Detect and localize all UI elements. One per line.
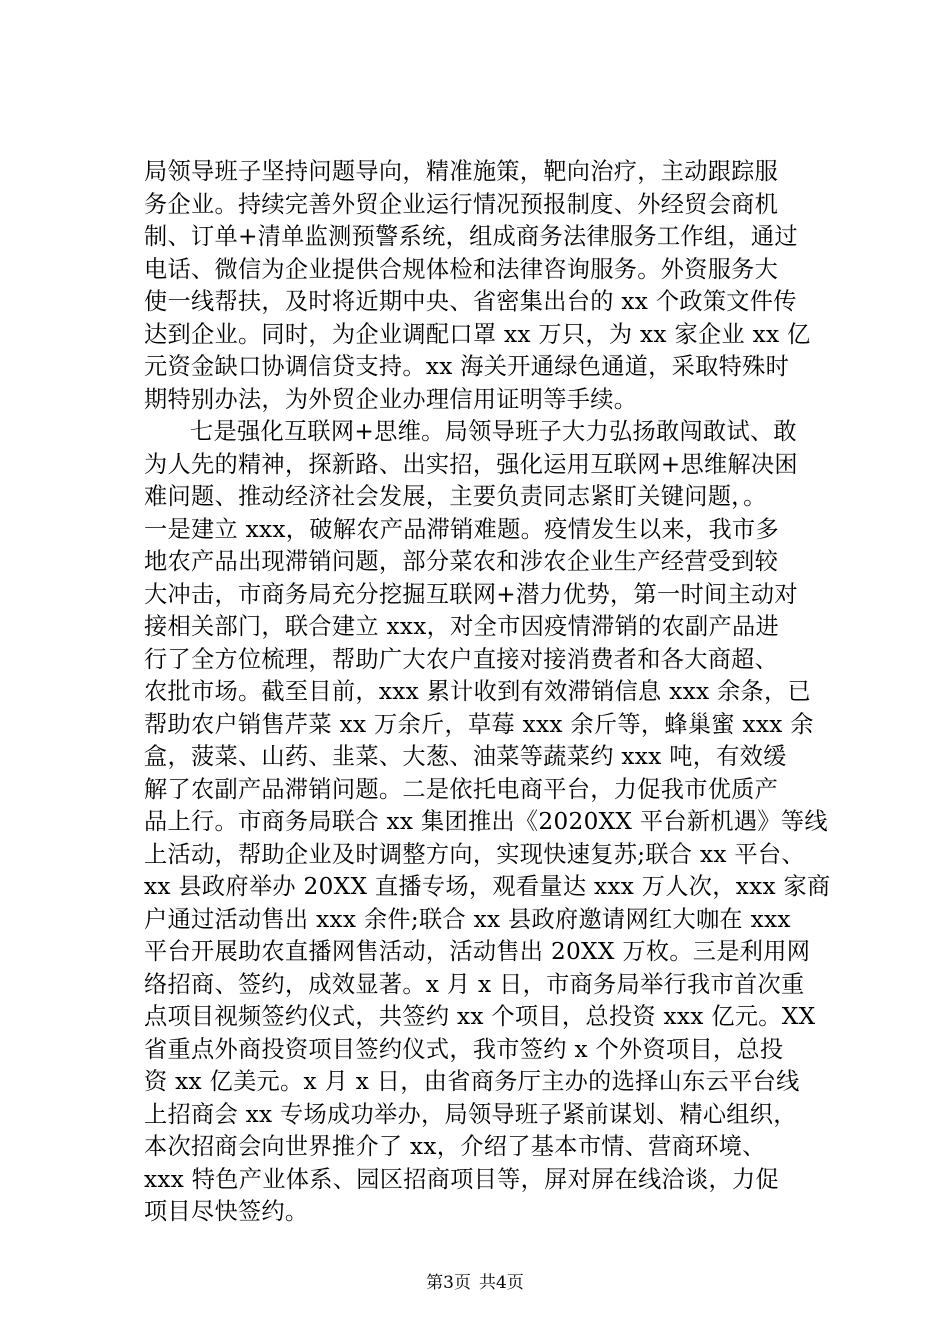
text-line: 元资金缺口协调信贷支持。xx 海关开通绿色通道，采取特殊时: [144, 353, 790, 380]
text-line: 接相关部门，联合建立 xxx，对全市因疫情滞销的农副产品进: [144, 613, 779, 640]
text-line: 户通过活动售出 xxx 余件;联合 xx 县政府邀请网红大咖在 xxx: [144, 905, 791, 933]
text-line: 络招商、签约，成效显著。x 月 x 日，市商务局举行我市首次重: [144, 970, 805, 998]
text-line: 使一线帮扶，及时将近期中央、省密集出台的 xx 个政策文件传: [144, 288, 797, 315]
text-line: 务企业。持续完善外贸企业运行情况预报制度、外经贸会商机: [144, 190, 779, 218]
page-footer: [0, 1272, 950, 1294]
text-line: 解了农副产品滞销问题。二是依托电商平台，力促我市优质产: [144, 775, 779, 803]
text-line: 品上行。市商务局联合 xx 集团推出《2020XX 平台新机遇》等线: [144, 808, 828, 835]
text-line: xx 县政府举办 20XX 直播专场，观看量达 xxx 万人次，xxx 家商: [144, 873, 831, 900]
text-line: 行了全方位梳理，帮助广大农户直接对接消费者和各大商超、: [144, 645, 779, 673]
document-body: [144, 156, 831, 1229]
text-line: 点项目视频签约仪式，共签约 xx 个项目，总投资 xxx 亿元。XX: [144, 1003, 816, 1030]
text-line: 地农产品出现滞销问题，部分菜农和涉农企业生产经营受到较: [144, 548, 779, 575]
text-line: 电话、微信为企业提供合规体检和法律咨询服务。外资服务大: [144, 255, 779, 283]
text-line: 局领导班子坚持问题导向，精准施策，靶向治疗，主动跟踪服: [144, 158, 779, 185]
text-line: 帮助农户销售芹菜 xx 万余斤，草莓 xxx 余斤等，蜂巢蜜 xxx 余: [144, 710, 814, 738]
text-line: 上招商会 xx 专场成功举办，局领导班子紧前谋划、精心组织，: [144, 1100, 797, 1128]
text-line: 本次招商会向世界推介了 xx，介绍了基本市情、营商环境、: [144, 1133, 766, 1160]
text-line: 盒，菠菜、山药、韭菜、大葱、油菜等蔬菜约 xxx 吨，有效缓: [144, 743, 787, 770]
text-line: 为人先的精神，探新路、出实招，强化运用互联网+思维解决困: [144, 450, 798, 478]
text-line: 农批市场。截至目前，xxx 累计收到有效滞销信息 xxx 余条，已: [144, 678, 811, 705]
text-line: 资 xx 亿美元。x 月 x 日，由省商务厅主办的选择山东云平台线: [144, 1068, 800, 1095]
paragraph-start-line: 七是强化互联网+思维。局领导班子大力弘扬敢闯敢试、敢: [190, 418, 797, 445]
text-line: 达到企业。同时，为企业调配口罩 xx 万只，为 xx 家企业 xx 亿: [144, 320, 811, 348]
page-total: 共4页: [479, 1273, 524, 1293]
text-line: xxx 特色产业体系、园区招商项目等，屏对屏在线洽谈，力促: [144, 1165, 779, 1193]
text-line: 难问题、推动经济社会发展，主要负责同志紧盯关键问题，。: [144, 483, 767, 510]
text-line: 平台开展助农直播网售活动，活动售出 20XX 万枚。三是利用网: [144, 938, 811, 965]
text-line: 期特别办法，为外贸企业办理信用证明等手续。: [144, 385, 638, 413]
page-number: 第3页: [426, 1273, 471, 1293]
text-line: 省重点外商投资项目签约仪式，我市签约 x 个外资项目，总投: [144, 1035, 784, 1063]
text-line: 大冲击，市商务局充分挖掘互联网+潜力优势，第一时间主动对: [144, 580, 798, 608]
text-line: 一是建立 xxx，破解农产品滞销难题。疫情发生以来，我市多: [144, 515, 779, 543]
text-line: 制、订单+清单监测预警系统，组成商务法律服务工作组，通过: [144, 223, 798, 250]
text-line: 项目尽快签约。: [144, 1198, 309, 1225]
text-line: 上活动，帮助企业及时调整方向，实现快速复苏;联合 xx 平台、: [144, 840, 805, 868]
